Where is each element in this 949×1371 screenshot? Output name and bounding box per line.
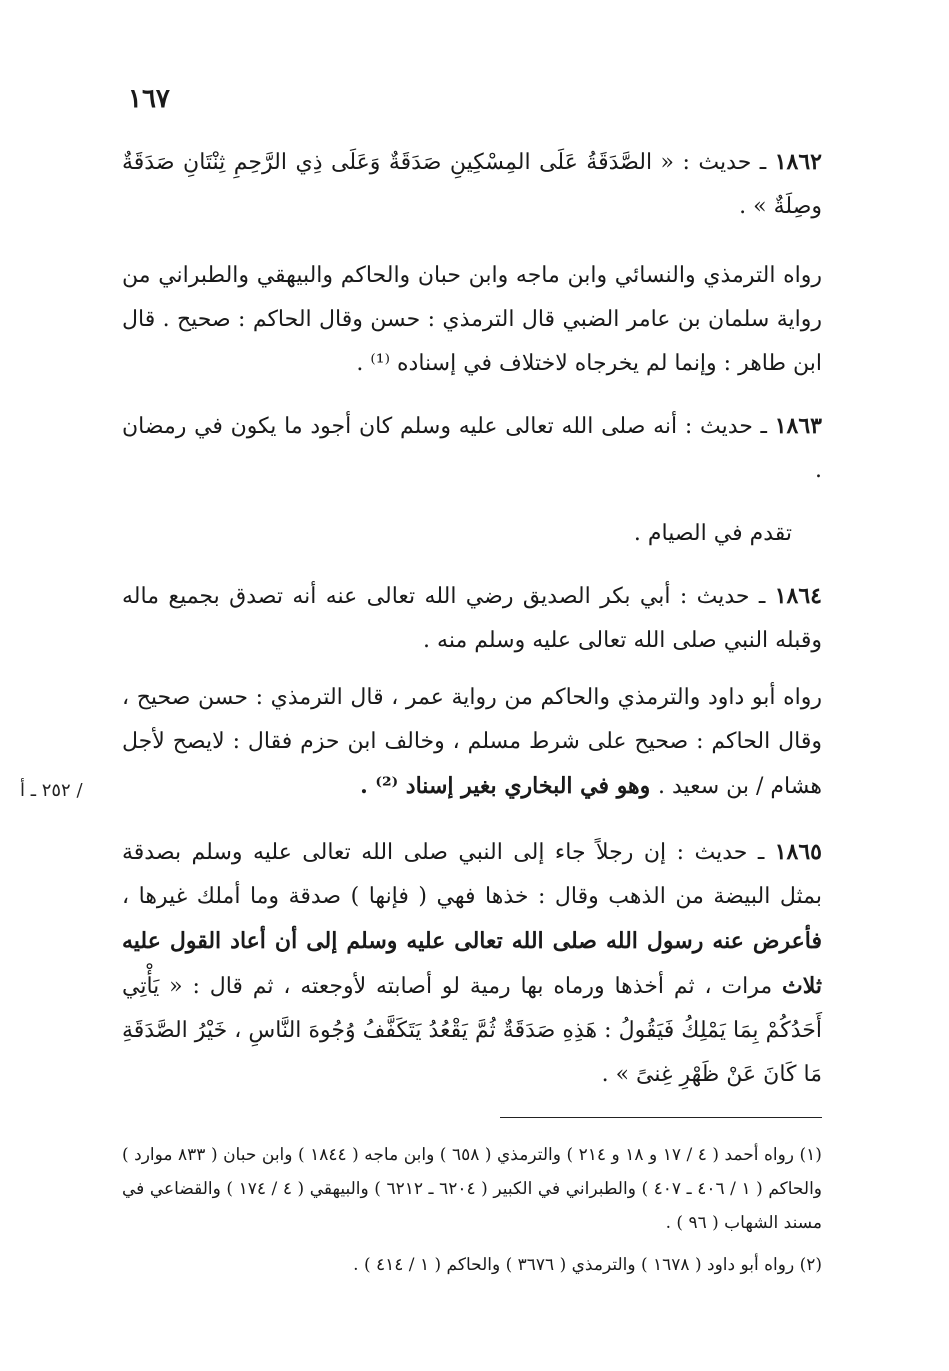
hadith-number: ١٨٦٣ <box>774 413 822 439</box>
hadith-1862 <box>122 140 822 229</box>
hadith-1864 <box>122 574 822 663</box>
margin-folio-note: / ٢٥٢ ـ أ <box>20 780 83 801</box>
hadith-1864-source <box>122 676 822 809</box>
footnote-1: (١) رواه أحمد ( ٤ / ١٧ و ١٨ و ٢١٤ ) والترمذي ( ٦٥٨ ) وابن ماجه ( ١٨٤٤ ) وابن حبان ( ٨٣٣ موارد ) والحاكم ( ١ / ٤٠٦ ـ ٤٠٧ ) والطبراني في الكبير ( ٦٢٠٤ ـ ٦٢١٢ ) والبيهقي ( ٤ / ١٧٤ ) والقضاعي في مسند الشهاب ( ٩٦ ) . <box>122 1145 823 1233</box>
hadith-text: ـ حديث : أنه صلى الله تعالى عليه وسلم كان أجود ما يكون في رمضان . <box>122 414 822 483</box>
footnote-2: (٢) رواه أبو داود ( ١٦٧٨ ) والترمذي ( ٣٦٧٦ ) والحاكم ( ١ / ٤١٤ ) . <box>353 1255 822 1275</box>
hadith-number: ١٨٦٤ <box>774 583 822 609</box>
hadith-1862-source <box>122 254 822 386</box>
hadith-number: ١٨٦٢ <box>774 149 822 175</box>
hadith-text: مرات ، ثم أخذها ورماه بها رمية لو أصابته لأوجعته ، ثم قال : « يَأْتِي أَحَدُكُمْ بِمَا يَمْلِكُ فَيَقُولُ : هَذِهِ صَدَقَةٌ ثُمَّ يَقْعُدُ يَتَكَفَّفُ وُجُوهَ النَّاسِ ، خَيْرُ الصَّدَقَةِ مَا كَانَ عَنْ ظَهْرِ غِنىً » . <box>122 974 822 1087</box>
source-text: رواه أبو داود والترمذي والحاكم من رواية عمر ، قال الترمذي : حسن صحيح ، وقال الحاكم : صحيح على شرط مسلم ، وخالف ابن حزم فقال : لايصح لأجل هشام / بن سعيد . <box>122 685 822 799</box>
source-text-bold: وهو في البخاري بغير إسناد ⁽²⁾ . <box>360 773 658 799</box>
source-text: تقدم في الصيام . <box>633 521 792 546</box>
hadith-1863 <box>122 404 822 493</box>
hadith-number: ١٨٦٥ <box>774 839 822 865</box>
page-number: ١٦٧ <box>128 84 170 114</box>
footnotes <box>122 1138 822 1290</box>
hadith-text: ـ حديث : إن رجلاً جاء إلى النبي صلى الله تعالى عليه وسلم بصدقة بمثل البيضة من الذهب وقال : خذها فهي ( فإنها ) صدقة وما أملك غيرها ، <box>122 840 822 909</box>
source-text: رواه الترمذي والنسائي وابن ماجه وابن حبان والحاكم والبيهقي والطبراني من رواية سلمان بن عامر الضبي قال الترمذي : حسن وقال الحاكم : صحيح . قال ابن طاهر : وإنما لم يخرجاه لاختلاف في إسناده ⁽¹⁾ . <box>122 263 822 376</box>
hadith-text-bold: فأعرض عنه رسول الله صلى الله تعالى عليه وسلم إلى أن أعاد القول عليه ثلاث <box>122 928 822 999</box>
hadith-text: ـ حديث : أبي بكر الصديق رضي الله تعالى عنه أنه تصدق بجميع ماله وقبله النبي صلى الله تعالى عليه وسلم منه . <box>122 584 822 653</box>
hadith-1863-source <box>122 512 822 556</box>
footnote-separator <box>500 1117 822 1118</box>
hadith-1865 <box>122 830 822 1097</box>
hadith-text: ـ حديث : « الصَّدَقَةُ عَلَى المِسْكِينِ صَدَقَةٌ وَعَلَى ذِي الرَّحِمِ ثِنْتَانِ صَدَقَةٌ وصِلَةٌ » . <box>122 150 822 219</box>
